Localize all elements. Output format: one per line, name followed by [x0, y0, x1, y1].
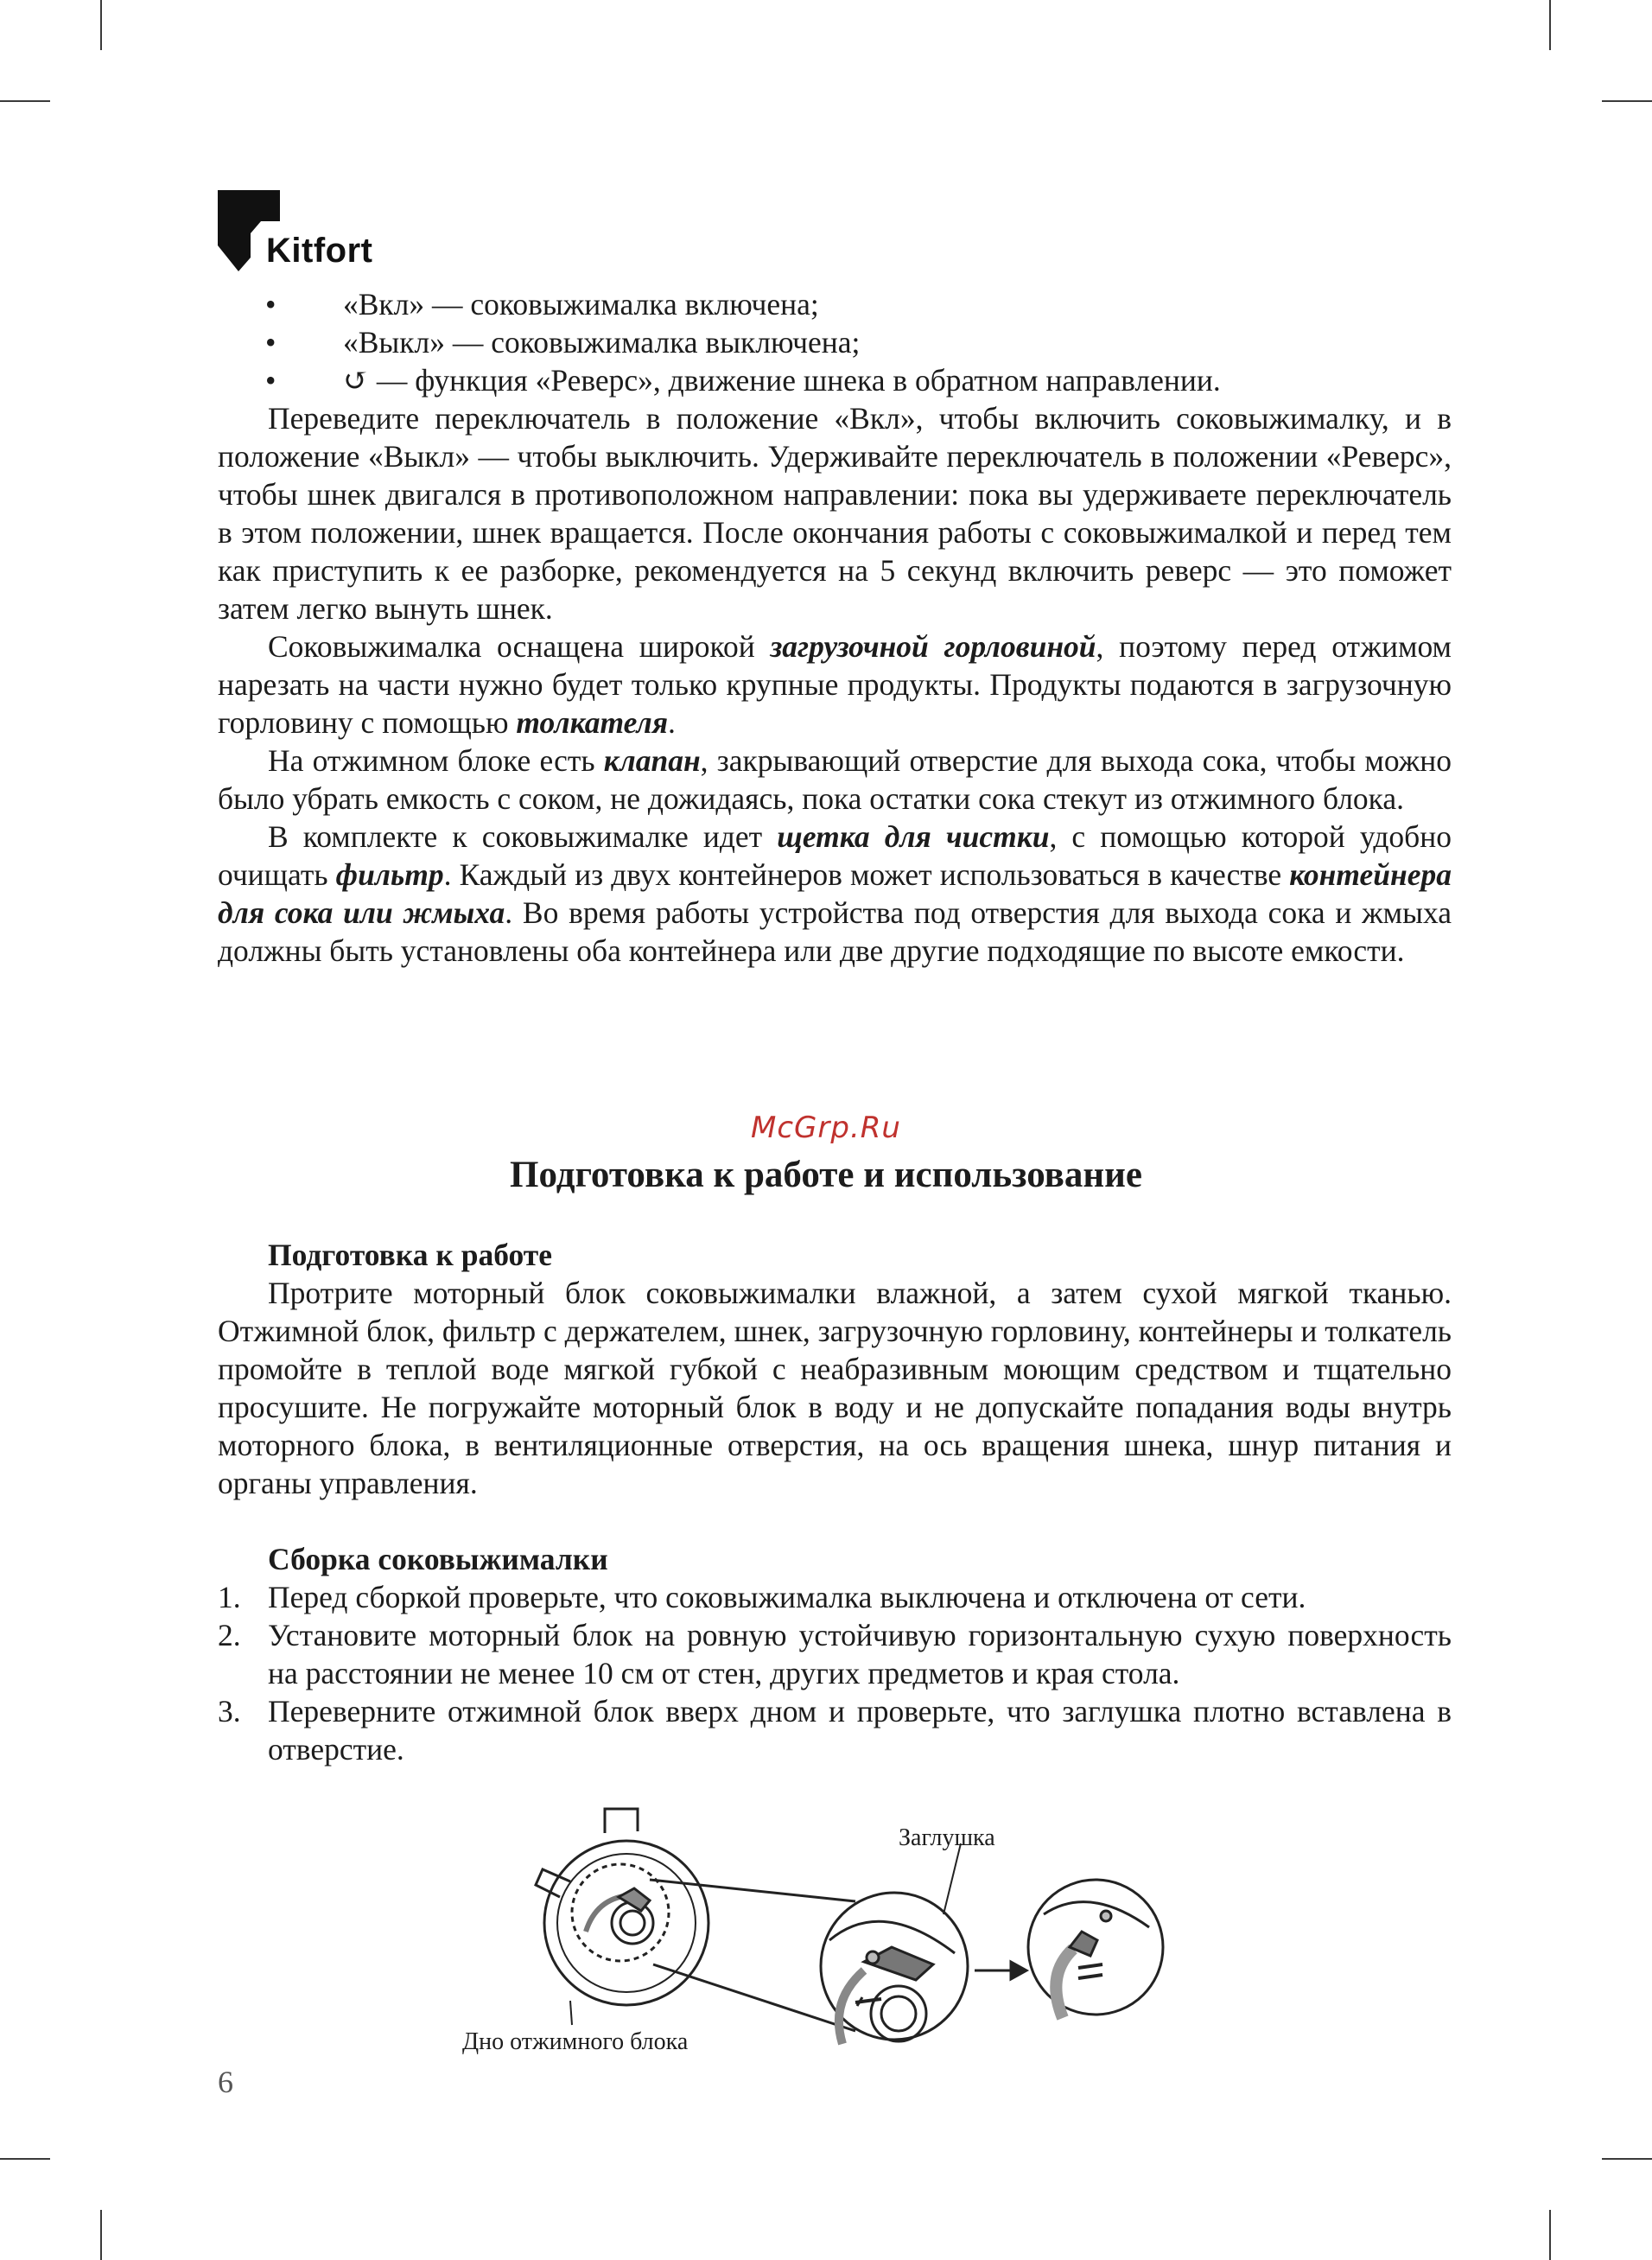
intro-text [218, 285, 1452, 970]
term: щетка для чистки [777, 819, 1050, 854]
crop-mark [100, 2210, 102, 2260]
bullet-item [218, 285, 1452, 323]
prep-paragraph: Протрите моторный блок соковыжималки влажной, а затем сухой мягкой тканью. Отжимной блок, фильтр с держателем, шнек, загрузочную горловину, контейнеры и толкатель промойте в теплой воде мягкой губкой с неабразивным моющим средством и тщательно просушите. Не погружайте моторный блок в воду и не допускайте попадания воды внутрь моторного блока, в вентиляционные отверстия, на ось вращения шнека, шнур питания и органы управления. [218, 1276, 1452, 1500]
crop-mark [100, 0, 102, 50]
paragraph: В комплекте к соковыжималке идет щетка для чистки, с помощью которой удобно очищать фильтр. Каждый из двух контейнеров может использоваться в качестве контейнера для сока или жмыха. Во время работы устройства под отверстия для выхода сока и жмыха должны быть установлены оба контейнера или две другие подходящие по высоте емкости. [218, 819, 1452, 968]
crop-mark [1602, 100, 1652, 102]
assembly-heading: Сборка соковыжималки [268, 1542, 608, 1576]
term: клапан [603, 743, 701, 778]
term: контейнера для сока или жмыха [218, 857, 1452, 930]
paragraph: Соковыжималка оснащена широкой загрузочной горловиной, поэтому перед отжимом нарезать на части нужно будет только крупные продукты. Продукты подаются в загрузочную горловину с помощью толкателя. [218, 629, 1452, 740]
term: фильтр [335, 857, 444, 892]
step-number: 3. [218, 1694, 241, 1728]
page-number: 6 [218, 2065, 233, 2099]
paragraph: На отжимном блоке есть клапан, закрывающий отверстие для выхода сока, чтобы можно было убрать емкость с соком, не дожидаясь, пока остатки сока стекут из отжимного блока. [218, 743, 1452, 816]
assembly-figure [449, 1802, 1227, 2061]
prep-heading: Подготовка к работе [268, 1238, 552, 1272]
bottom-label: Дно отжимного блока [462, 2028, 689, 2055]
bullet-item [218, 323, 1452, 361]
term: толкателя [516, 705, 669, 740]
step-text: Перед сборкой проверьте, что соковыжималка выключена и отключена от сети. [268, 1580, 1306, 1614]
brand-name: Kitfort [266, 232, 373, 270]
section-title: Подготовка к работе и использование [510, 1155, 1142, 1195]
crop-mark [1549, 2210, 1551, 2260]
crop-mark [0, 100, 50, 102]
bullet-dot: • [265, 363, 276, 398]
list-item [218, 1692, 1452, 1768]
step-text: Установите моторный блок на ровную устойчивую горизонтальную сухую поверхность на расстоянии не менее 10 см от стен, других предметов и края стола. [268, 1618, 1452, 1690]
bullet-text: — функция «Реверс», движение шнека в обратном направлении. [369, 363, 1221, 398]
preparation-section [218, 1236, 1452, 1502]
crop-mark [0, 2158, 50, 2160]
bullet-item [218, 361, 1452, 399]
term: загрузочной горловиной [770, 629, 1096, 664]
bullet-text: «Выкл» — соковыжималка выключена; [343, 325, 861, 360]
list-item [218, 1616, 1452, 1692]
list-item [218, 1578, 1452, 1616]
reverse-icon: ↺ [343, 363, 369, 398]
bullet-text: «Вкл» — соковыжималка включена; [343, 287, 819, 321]
step-number: 1. [218, 1580, 241, 1614]
step-number: 2. [218, 1618, 241, 1652]
assembly-section [218, 1540, 1452, 1768]
bullet-dot: • [265, 287, 276, 321]
step-text: Переверните отжимной блок вверх дном и проверьте, что заглушка плотно вставлена в отверстие. [268, 1694, 1452, 1767]
juicer-bottom-illustration [449, 1802, 1227, 2061]
crop-mark [1602, 2158, 1652, 2160]
bullet-dot: • [265, 325, 276, 360]
crop-mark [1549, 0, 1551, 50]
plug-label: Заглушка [899, 1824, 995, 1851]
paragraph: Переведите переключатель в положение «Вкл», чтобы включить соковыжималку, и в положение «Выкл» — чтобы выключить. Удерживайте переключатель в положении «Реверс», чтобы шнек двигался в противоположном направлении: пока вы удерживаете переключатель в этом положении, шнек вращается. После окончания работы с соковыжималкой и перед тем как приступить к ее разборке, рекомендуется на 5 секунд включить реверс — это поможет затем легко вынуть шнек. [218, 401, 1452, 626]
watermark: McGrp.Ru [751, 1111, 901, 1145]
